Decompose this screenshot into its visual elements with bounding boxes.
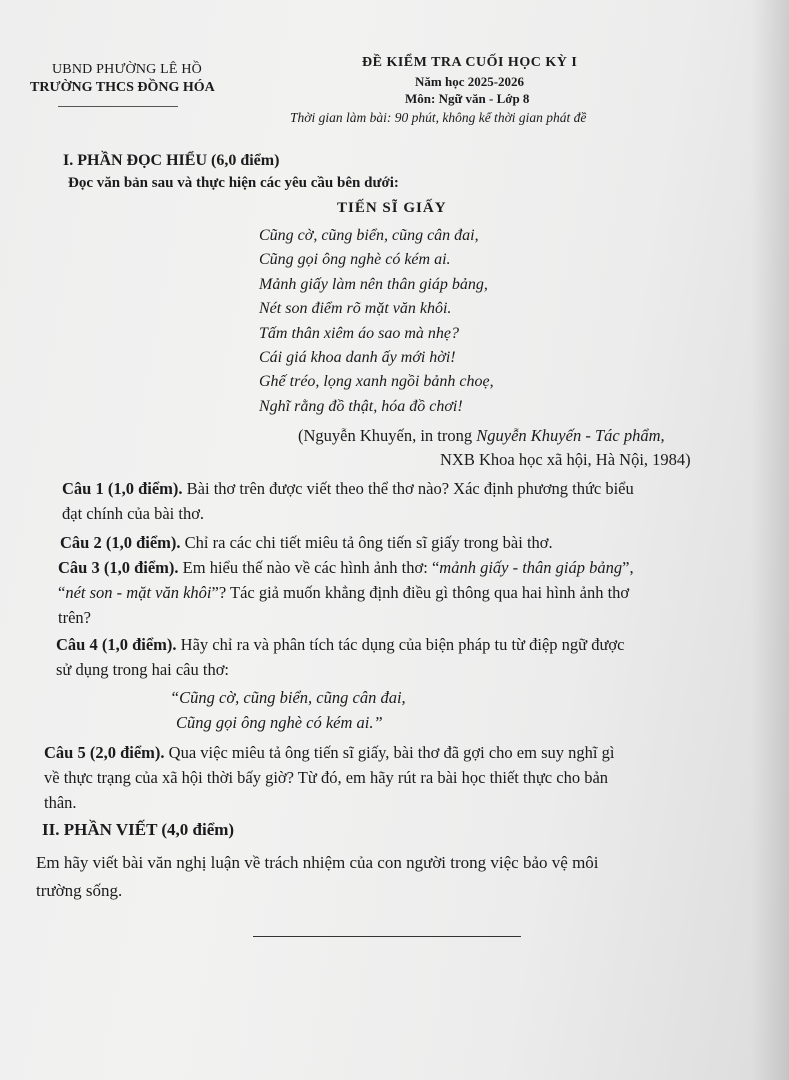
poem-line: Ghế tréo, lọng xanh ngồi bảnh choẹ, xyxy=(259,373,494,391)
writing-task: Em hãy viết bài văn nghị luận về trách nhiệm của con người trong việc bảo vệ môi trường sống. xyxy=(36,853,599,900)
poem-line: Cũng cờ, cũng biển, cũng cân đai, xyxy=(259,227,479,244)
part2-heading: II. PHẦN VIẾT (4,0 điểm) xyxy=(42,820,235,839)
part1-heading: I. PHẦN ĐỌC HIỂU (6,0 điểm) xyxy=(63,152,280,169)
poem-line: Nghĩ rằng đồ thật, hóa đồ chơi! xyxy=(259,397,463,415)
poem-line: Cũng gọi ông nghè có kém ai. xyxy=(259,251,451,269)
header-authority: UBND PHƯỜNG LÊ HỒ xyxy=(52,62,202,77)
question-1: Câu 1 (1,0 điểm). Bài thơ trên được viết theo thể thơ nào? Xác định phương thức biểu đạt chính của bài thơ. xyxy=(62,479,634,523)
time-limit: Thời gian làm bài: 90 phút, không kể thời gian phát đề xyxy=(290,110,587,125)
poem-line: Nét son điểm rõ mặt văn khôi. xyxy=(259,300,452,318)
school-year: Năm học 2025-2026 xyxy=(415,74,525,89)
poem-source-line1: (Nguyễn Khuyến, in trong Nguyễn Khuyến - Tác phẩm, xyxy=(298,426,665,445)
question-2-label: Câu 2 (1,0 điểm). xyxy=(60,533,181,552)
poem-line: Tấm thân xiêm áo sao mà nhẹ? xyxy=(259,324,459,342)
question-5-label: Câu 5 (2,0 điểm). xyxy=(44,743,165,762)
exam-title: ĐỀ KIỂM TRA CUỐI HỌC KỲ I xyxy=(362,55,578,70)
header-divider xyxy=(58,106,178,107)
poem-line: Cái giá khoa danh ấy mới hời! xyxy=(259,348,456,366)
question-2: Câu 2 (1,0 điểm). Chỉ ra các chi tiết miêu tả ông tiến sĩ giấy trong bài thơ. xyxy=(60,533,553,552)
header-school-name: TRƯỜNG THCS ĐỒNG HÓA xyxy=(30,80,215,95)
question-3: Câu 3 (1,0 điểm). Em hiểu thế nào về các hình ảnh thơ: “mảnh giấy - thân giáp bảng”, “nét son - mặt văn khôi”? Tác giả muốn khẳng định điều gì thông qua hai hình ảnh thơ trên? xyxy=(58,558,634,627)
poem-title: TIẾN SĨ GIẤY xyxy=(337,200,447,216)
end-divider xyxy=(253,936,521,937)
poem-line: Mảnh giấy làm nên thân giáp bảng, xyxy=(259,275,488,293)
poem-source-line2: NXB Khoa học xã hội, Hà Nội, 1984) xyxy=(440,450,691,469)
question-4-label: Câu 4 (1,0 điểm). xyxy=(56,635,177,654)
part1-instruction: Đọc văn bản sau và thực hiện các yêu cầu bên dưới: xyxy=(68,175,399,191)
question-1-label: Câu 1 (1,0 điểm). xyxy=(62,479,183,498)
question-5: Câu 5 (2,0 điểm). Qua việc miêu tả ông tiến sĩ giấy, bài thơ đã gợi cho em suy nghĩ gì về thực trạng của xã hội thời bấy giờ? Từ đó, em hãy rút ra bài học thiết thực cho bản thân. xyxy=(44,743,615,812)
question-4: Câu 4 (1,0 điểm). Hãy chỉ ra và phân tích tác dụng của biện pháp tu từ điệp ngữ được sử dụng trong hai câu thơ: xyxy=(56,635,625,679)
question-3-label: Câu 3 (1,0 điểm). xyxy=(58,558,179,577)
question-4-quote: “Cũng cờ, cũng biển, cũng cân đai, Cũng gọi ông nghè có kém ai.” xyxy=(170,688,406,732)
subject-grade: Môn: Ngữ văn - Lớp 8 xyxy=(405,91,530,106)
poem-body xyxy=(259,224,494,419)
